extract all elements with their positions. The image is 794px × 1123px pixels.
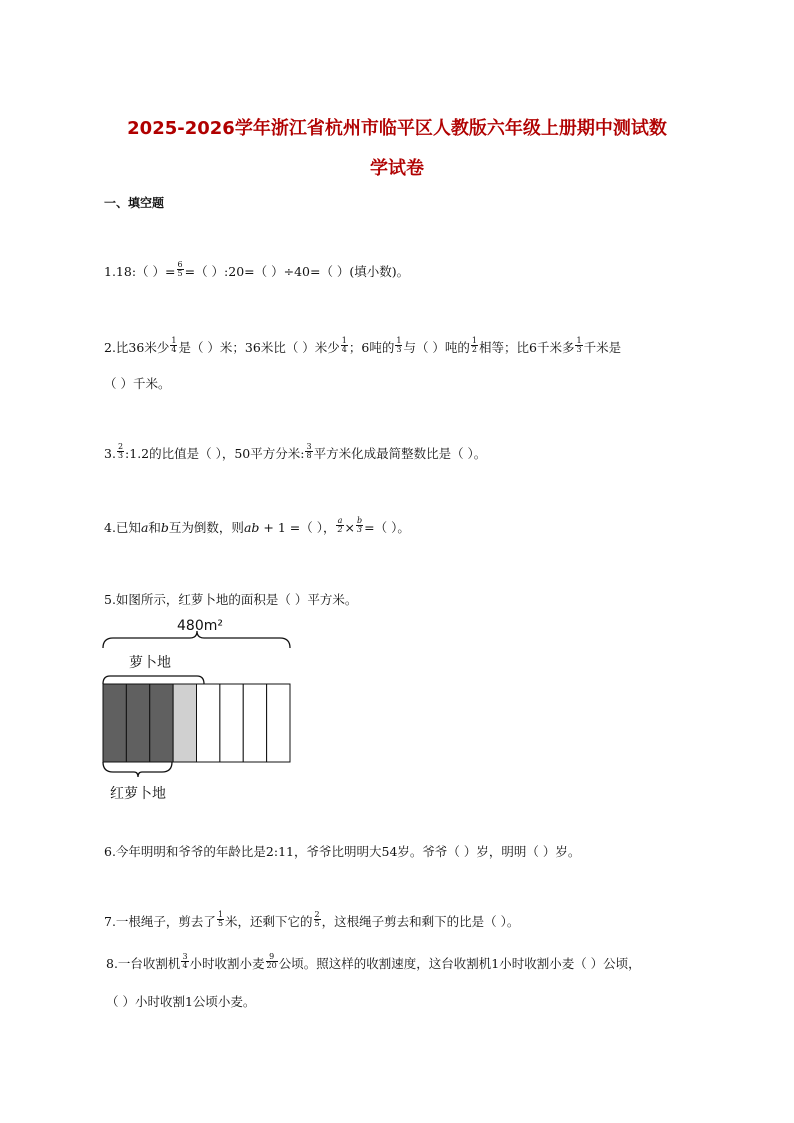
fraction: $\frac{2}{3}$	[117, 442, 124, 460]
radish-label: 萝卜地	[129, 655, 171, 671]
question-1: 1.18:（ ）= $\frac{6}{5}$ =（ ）:20=（ ）÷40=（ ）(填小数)。	[104, 260, 410, 279]
fraction: $\frac{1}{5}$	[217, 910, 224, 928]
question-7: 7.一根绳子，剪去了 $\frac{1}{5}$ 米，还剩下它的 $\frac{2}{5}$ ，这根绳子剪去和剩下的比是（ ）。	[104, 910, 520, 929]
field-cell	[267, 684, 290, 762]
question-3: 3. $\frac{2}{3}$ :1.2的比值是（ ），50平方分米: $\frac{3}{8}$ 平方米化成最简整数比是（ ）。	[104, 442, 487, 461]
section-heading: 一、填空题	[104, 196, 165, 210]
fraction: $\frac{1}{4}$	[171, 336, 177, 354]
field-cell	[220, 684, 243, 762]
total-brace	[103, 631, 290, 648]
fraction: $\frac{1}{4}$	[341, 336, 347, 354]
field-cell	[126, 684, 149, 762]
fraction: $\frac{3}{4}$	[182, 952, 188, 970]
fraction: $\frac{b}{3}$	[357, 516, 363, 534]
page-title-line-2: 学试卷	[370, 158, 424, 179]
red-radish-brace	[103, 762, 172, 777]
fraction: $\frac{a}{2}$	[337, 516, 343, 534]
field-cell	[173, 684, 196, 762]
fraction: $\frac{1}{3}$	[396, 336, 402, 354]
field-cells	[103, 684, 290, 762]
total-area-label: 480m²	[177, 618, 223, 634]
field-cell	[243, 684, 266, 762]
fraction: $\frac{1}{3}$	[576, 336, 582, 354]
fraction: $\frac{9}{20}$	[266, 952, 277, 970]
field-cell	[103, 684, 126, 762]
question-2-line-2: （ ）千米。	[104, 376, 171, 391]
fraction: $\frac{2}{5}$	[314, 910, 320, 928]
fraction: $\frac{6}{5}$	[177, 260, 183, 278]
radish-field-diagram	[100, 612, 300, 807]
field-cell	[197, 684, 220, 762]
page-title-line-1: 2025-2026学年浙江省杭州市临平区人教版六年级上册期中测试数	[127, 118, 667, 139]
fraction: $\frac{1}{2}$	[471, 336, 478, 354]
radish-brace	[103, 676, 204, 684]
red-radish-label: 红萝卜地	[110, 786, 166, 802]
question-8: 8.一台收割机 $\frac{3}{4}$ 小时收割小麦 $\frac{9}{20}$ 公顷。照这样的收割速度，这台收割机1小时收割小麦（ ）公顷，	[106, 952, 641, 971]
fraction: $\frac{3}{8}$	[306, 442, 312, 460]
question-6: 6.今年明明和爷爷的年龄比是2:11，爷爷比明明大54岁。爷爷（ ）岁，明明（ ）岁。	[104, 844, 581, 859]
question-8-line-2: （ ）小时收割1公顷小麦。	[106, 994, 256, 1009]
question-5: 5.如图所示，红萝卜地的面积是（ ）平方米。	[104, 592, 358, 607]
field-cell	[150, 684, 173, 762]
question-4: 4.已知a和b互为倒数，则ab + 1 =（ ）， $\frac{a}{2}$ × $\frac{b}{3}$ =（ ）。	[104, 516, 410, 535]
question-2: 2.比36米少 $\frac{1}{4}$ 是（ ）米；36米比（ ）米少 $\frac{1}{4}$ ；6吨的 $\frac{1}{3}$ 与（ ）吨的 $\frac{1}{2}$ 相等；比6千米多 $\frac{1}{3}$ 千米是	[104, 336, 622, 355]
